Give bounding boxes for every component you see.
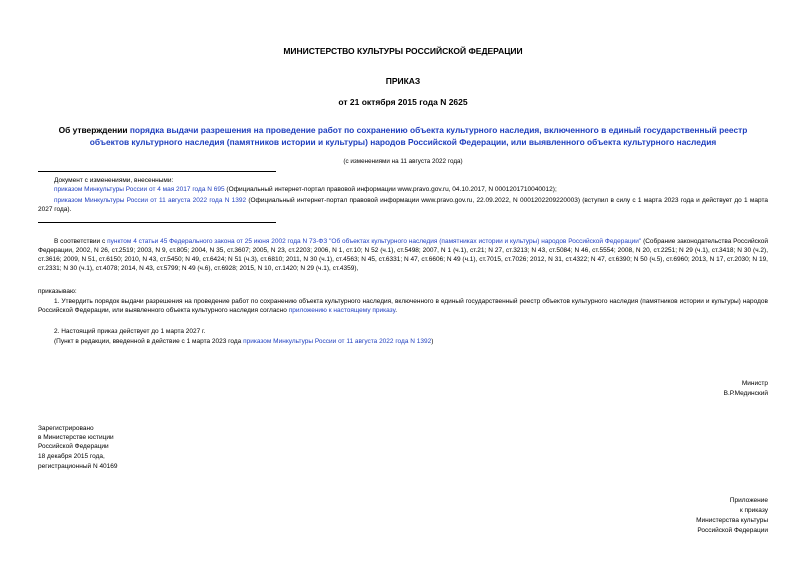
item-1-text: 1. Утвердить порядок выдачи разрешения на проведение работ по сохранению объекта культурного наследия, включенного в единый государственный реестр объектов культурного наследия (памятников истории и культуры) народов Российской Федерации, или выявленного объекта культурного наследия согласно [38,298,768,314]
signature-name: В.Р.Мединский [723,390,768,397]
appendix-line-3: Министерства культуры [696,517,768,524]
order-date: от 21 октября 2015 года N 2625 [338,97,468,107]
amended-note: (с изменениями на 11 августа 2022 года) [343,158,463,165]
item-2-note-end: ) [431,338,434,345]
registration-line-1: Зарегистрировано [38,425,94,432]
title-link[interactable]: порядка выдачи разрешения на проведение работ по сохранению объекта культурного наследия, включенного в единый государственный реестр объектов культурного наследия (памятников истории и культуры) народов Российской Федерации, или выявленного объекта культурного наследия [89,125,748,147]
document-title [38,125,768,148]
item-2-note-link[interactable]: приказом Минкультуры России от 11 августа 2022 года N 1392 [243,338,432,345]
change-doc-link-1[interactable]: приказом Минкультуры России от 4 мая 2017 года N 695 [54,186,225,193]
registration-line-5: регистрационный N 40169 [38,463,118,470]
appendix-line-4: Российской Федерации [697,527,768,534]
signature-role: Министр [741,380,768,387]
change-doc-link-2[interactable]: приказом Минкультуры России от 11 августа 2022 года N 1392 [54,197,247,204]
order-item-1 [38,297,768,315]
bottom-divider [38,222,276,223]
change-doc-rest-1: (Официальный интернет-портал правовой информации www.pravo.gov.ru, 04.10.2017, N 0001201710040012); [224,186,557,193]
registration-line-2: в Министерстве юстиции [38,434,114,441]
order-item-2-note [54,337,768,346]
preamble-prefix: В соответствии с [54,238,108,245]
item-2-note-prefix: (Пункт в редакции, введенной в действие с 1 марта 2023 года [54,338,244,345]
appendix-line-1: Приложение [729,497,768,504]
appendix-link[interactable]: приложению к настоящему приказу [288,307,396,314]
top-divider [38,171,276,172]
ministry-name: МИНИСТЕРСТВО КУЛЬТУРЫ РОССИЙСКОЙ ФЕДЕРАЦИИ [283,46,523,56]
change-docs-intro: Документ с изменениями, внесенными: [54,177,174,184]
order-word: приказываю: [38,288,77,295]
item-1-end: . [395,307,397,314]
order-label: ПРИКАЗ [385,76,421,86]
preamble-rest: (Собрание законодательства Российской Федерации, 2002, N 26, ст.2519; 2003, N 9, ст.805; 2004, N 35, ст.3607; 2005, N 23, ст.2203; 2006, N 1, ст.10; N 52 (ч.1), ст.5498; 2007, N 1 (ч.1), ст.21; N 27, ст.3213; N 43, ст.5084; N 46, ст.5554; 2008, N 20, ст.2251; N 29 (ч.1), ст.3418; N 30 (ч.2), ст.3616; 2009, N 51, ст.6150; 2010, N 43, ст.5450; N 49, ст.6424; N 51 (ч.3), ст.6810; 2011, N 30 (ч.1), ст.4563; N 45, ст.6331; N 47, ст.6606; N 49 (ч.1), ст.7015, ст.7026; 2012, N 31, ст.4322; N 47, ст.6390; N 50 (ч.5), ст.6960; 2013, N 17, ст.2030; N 19, ст.2331; N 30 (ч.1), ст.4078; 2014, N 43, ст.5799; N 49 (ч.6), ст.6928; 2015, N 10, ст.1420; N 29 (ч.1), ст.4359), [38,238,768,272]
order-item-2: 2. Настоящий приказ действует до 1 марта 2027 г. [54,328,206,335]
change-doc-item-1 [54,185,768,194]
change-doc-rest-2: (Официальный интернет-портал правовой информации www.pravo.gov.ru, 22.09.2022, N 0001202209220003) (вступил в силу с 1 марта 2023 года и действует до 1 марта 2027 года). [38,197,768,213]
preamble-law-link[interactable]: пунктом 4 статьи 45 Федерального закона от 25 июня 2002 года N 73-ФЗ "Об объектах культурного наследия (памятниках истории и культуры) народов Российской Федерации" [107,238,642,245]
preamble [38,237,768,273]
registration-line-4: 18 декабря 2015 года, [38,453,105,460]
change-doc-item-2 [38,196,768,214]
appendix-line-2: к приказу [739,507,768,514]
title-prefix: Об утверждении [58,125,130,135]
registration-line-3: Российской Федерации [38,443,109,450]
